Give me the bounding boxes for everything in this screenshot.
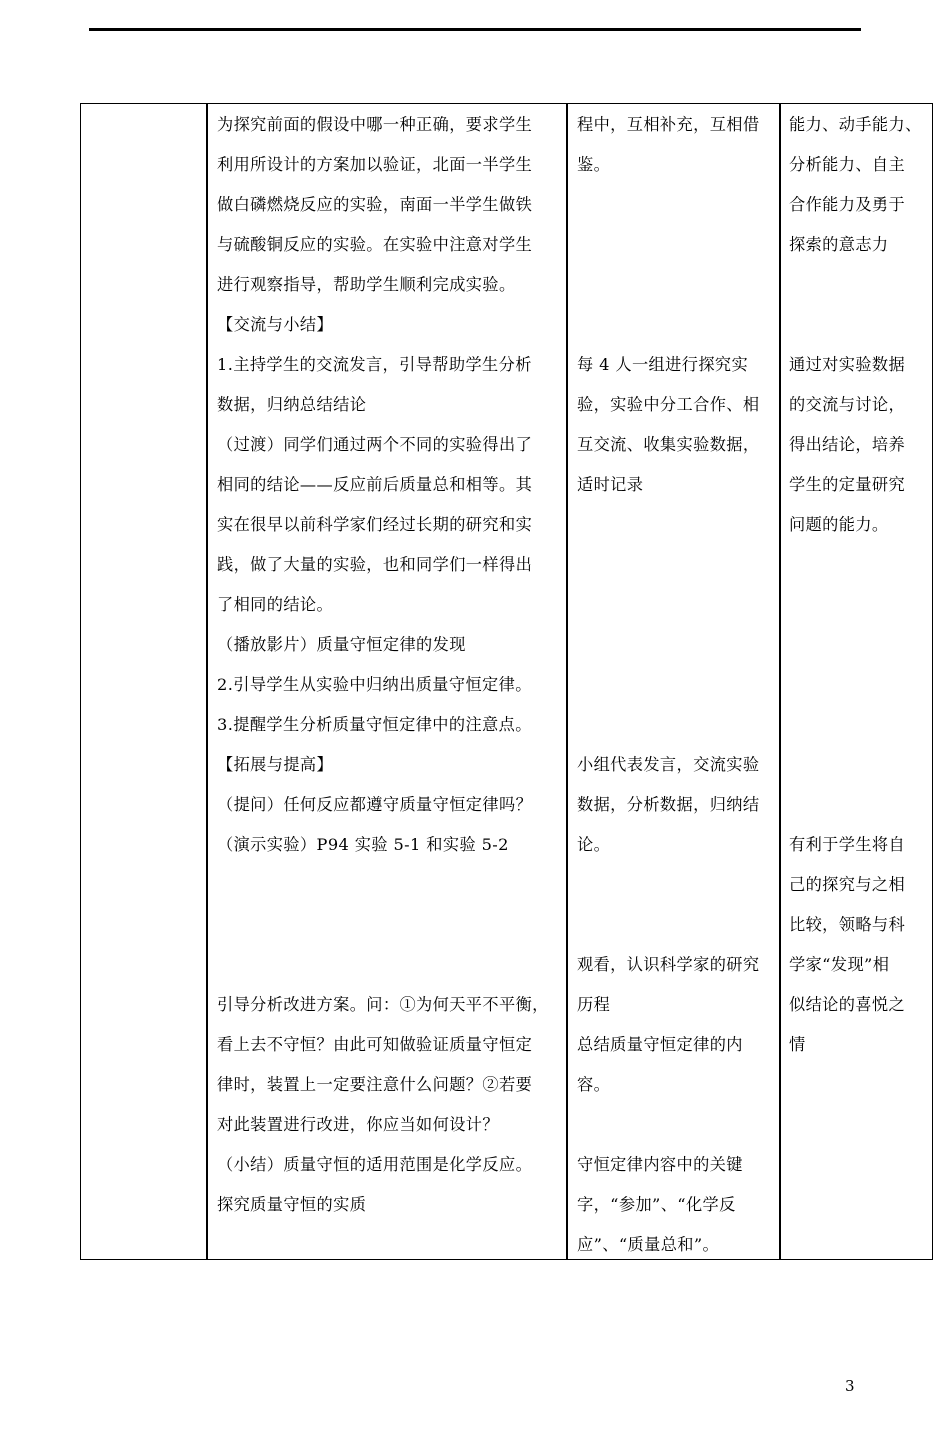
text-line: 论。: [577, 835, 611, 854]
text-line: 似结论的喜悦之: [789, 995, 906, 1014]
text-line: 能力、动手能力、: [789, 115, 922, 134]
header-rule: [89, 28, 861, 31]
text-line: 2.引导学生从实验中归纳出质量守恒定律。: [217, 675, 532, 694]
text-line: 容。: [577, 1075, 611, 1094]
text-line: 得出结论，培养: [789, 435, 906, 454]
text-line: 看上去不守恒？由此可知做验证质量守恒定: [217, 1035, 533, 1054]
text-line: 做白磷燃烧反应的实验，南面一半学生做铁: [217, 195, 533, 214]
text-line: 利用所设计的方案加以验证，北面一半学生: [217, 155, 533, 174]
text-line: 小组代表发言，交流实验: [577, 755, 760, 774]
text-line: 【交流与小结】: [217, 315, 334, 334]
text-line: 相同的结论——反应前后质量总和相等。其: [217, 475, 533, 494]
text-line: 探索的意志力: [789, 235, 889, 254]
text-line: 每 4 人一组进行探究实: [577, 355, 749, 374]
text-line: 与硫酸铜反应的实验。在实验中注意对学生: [217, 235, 533, 254]
text-line: 引导分析改进方案。问：①为何天平不平衡，: [217, 995, 549, 1014]
text-line: 进行观察指导，帮助学生顺利完成实验。: [217, 275, 516, 294]
text-line: 适时记录: [577, 475, 644, 494]
text-line: 3.提醒学生分析质量守恒定律中的注意点。: [217, 715, 532, 734]
text-line: 为探究前面的假设中哪一种正确，要求学生: [217, 115, 533, 134]
text-line: 字，“参加”、“化学反: [577, 1195, 736, 1214]
text-line: 践，做了大量的实验，也和同学们一样得出: [217, 555, 533, 574]
teacher-activity-cell: [208, 104, 565, 1259]
text-line: 探究质量守恒的实质: [217, 1195, 367, 1214]
text-line: 分析能力、自主: [789, 155, 906, 174]
text-line: 总结质量守恒定律的内: [577, 1035, 743, 1054]
text-line: 验，实验中分工合作、相: [577, 395, 760, 414]
page-number: 3: [845, 1377, 855, 1395]
text-line: 观看，认识科学家的研究: [577, 955, 760, 974]
text-line: 了相同的结论。: [217, 595, 334, 614]
text-line: 数据，归纳总结结论: [217, 395, 367, 414]
text-line: （演示实验）P94 实验 5-1 和实验 5-2: [217, 835, 509, 854]
text-line: 合作能力及勇于: [789, 195, 906, 214]
text-line: 互交流、收集实验数据，: [577, 435, 760, 454]
student-activity-cell: [568, 104, 778, 1259]
text-line: 有利于学生将自: [789, 835, 906, 854]
text-line: 学生的定量研究: [789, 475, 906, 494]
text-line: 的交流与讨论，: [789, 395, 906, 414]
text-line: （播放影片）质量守恒定律的发现: [217, 635, 466, 654]
lesson-plan-table: [80, 103, 933, 1260]
text-line: 数据，分析数据，归纳结: [577, 795, 760, 814]
text-line: 问题的能力。: [789, 515, 889, 534]
text-line: 【拓展与提高】: [217, 755, 334, 774]
text-line: （提问）任何反应都遵守质量守恒定律吗？: [217, 795, 533, 814]
text-line: 应”、“质量总和”。: [577, 1235, 720, 1254]
text-line: （小结）质量守恒的适用范围是化学反应。: [217, 1155, 533, 1174]
text-line: 情: [789, 1035, 806, 1054]
text-line: 鉴。: [577, 155, 611, 174]
text-line: 己的探究与之相: [789, 875, 906, 894]
text-line: 比较，领略与科: [789, 915, 906, 934]
text-line: 历程: [577, 995, 611, 1014]
text-line: 对此装置进行改进，你应当如何设计？: [217, 1115, 499, 1134]
design-intent-cell: [781, 104, 931, 1259]
stage-cell: [81, 104, 206, 1259]
text-line: 学家“发现”相: [789, 955, 890, 974]
text-line: 1.主持学生的交流发言，引导帮助学生分析: [217, 355, 532, 374]
text-line: 守恒定律内容中的关键: [577, 1155, 743, 1174]
text-line: 律时，装置上一定要注意什么问题？②若要: [217, 1075, 533, 1094]
text-line: 通过对实验数据: [789, 355, 906, 374]
text-line: 程中，互相补充，互相借: [577, 115, 760, 134]
text-line: 实在很早以前科学家们经过长期的研究和实: [217, 515, 533, 534]
text-line: （过渡）同学们通过两个不同的实验得出了: [217, 435, 533, 454]
